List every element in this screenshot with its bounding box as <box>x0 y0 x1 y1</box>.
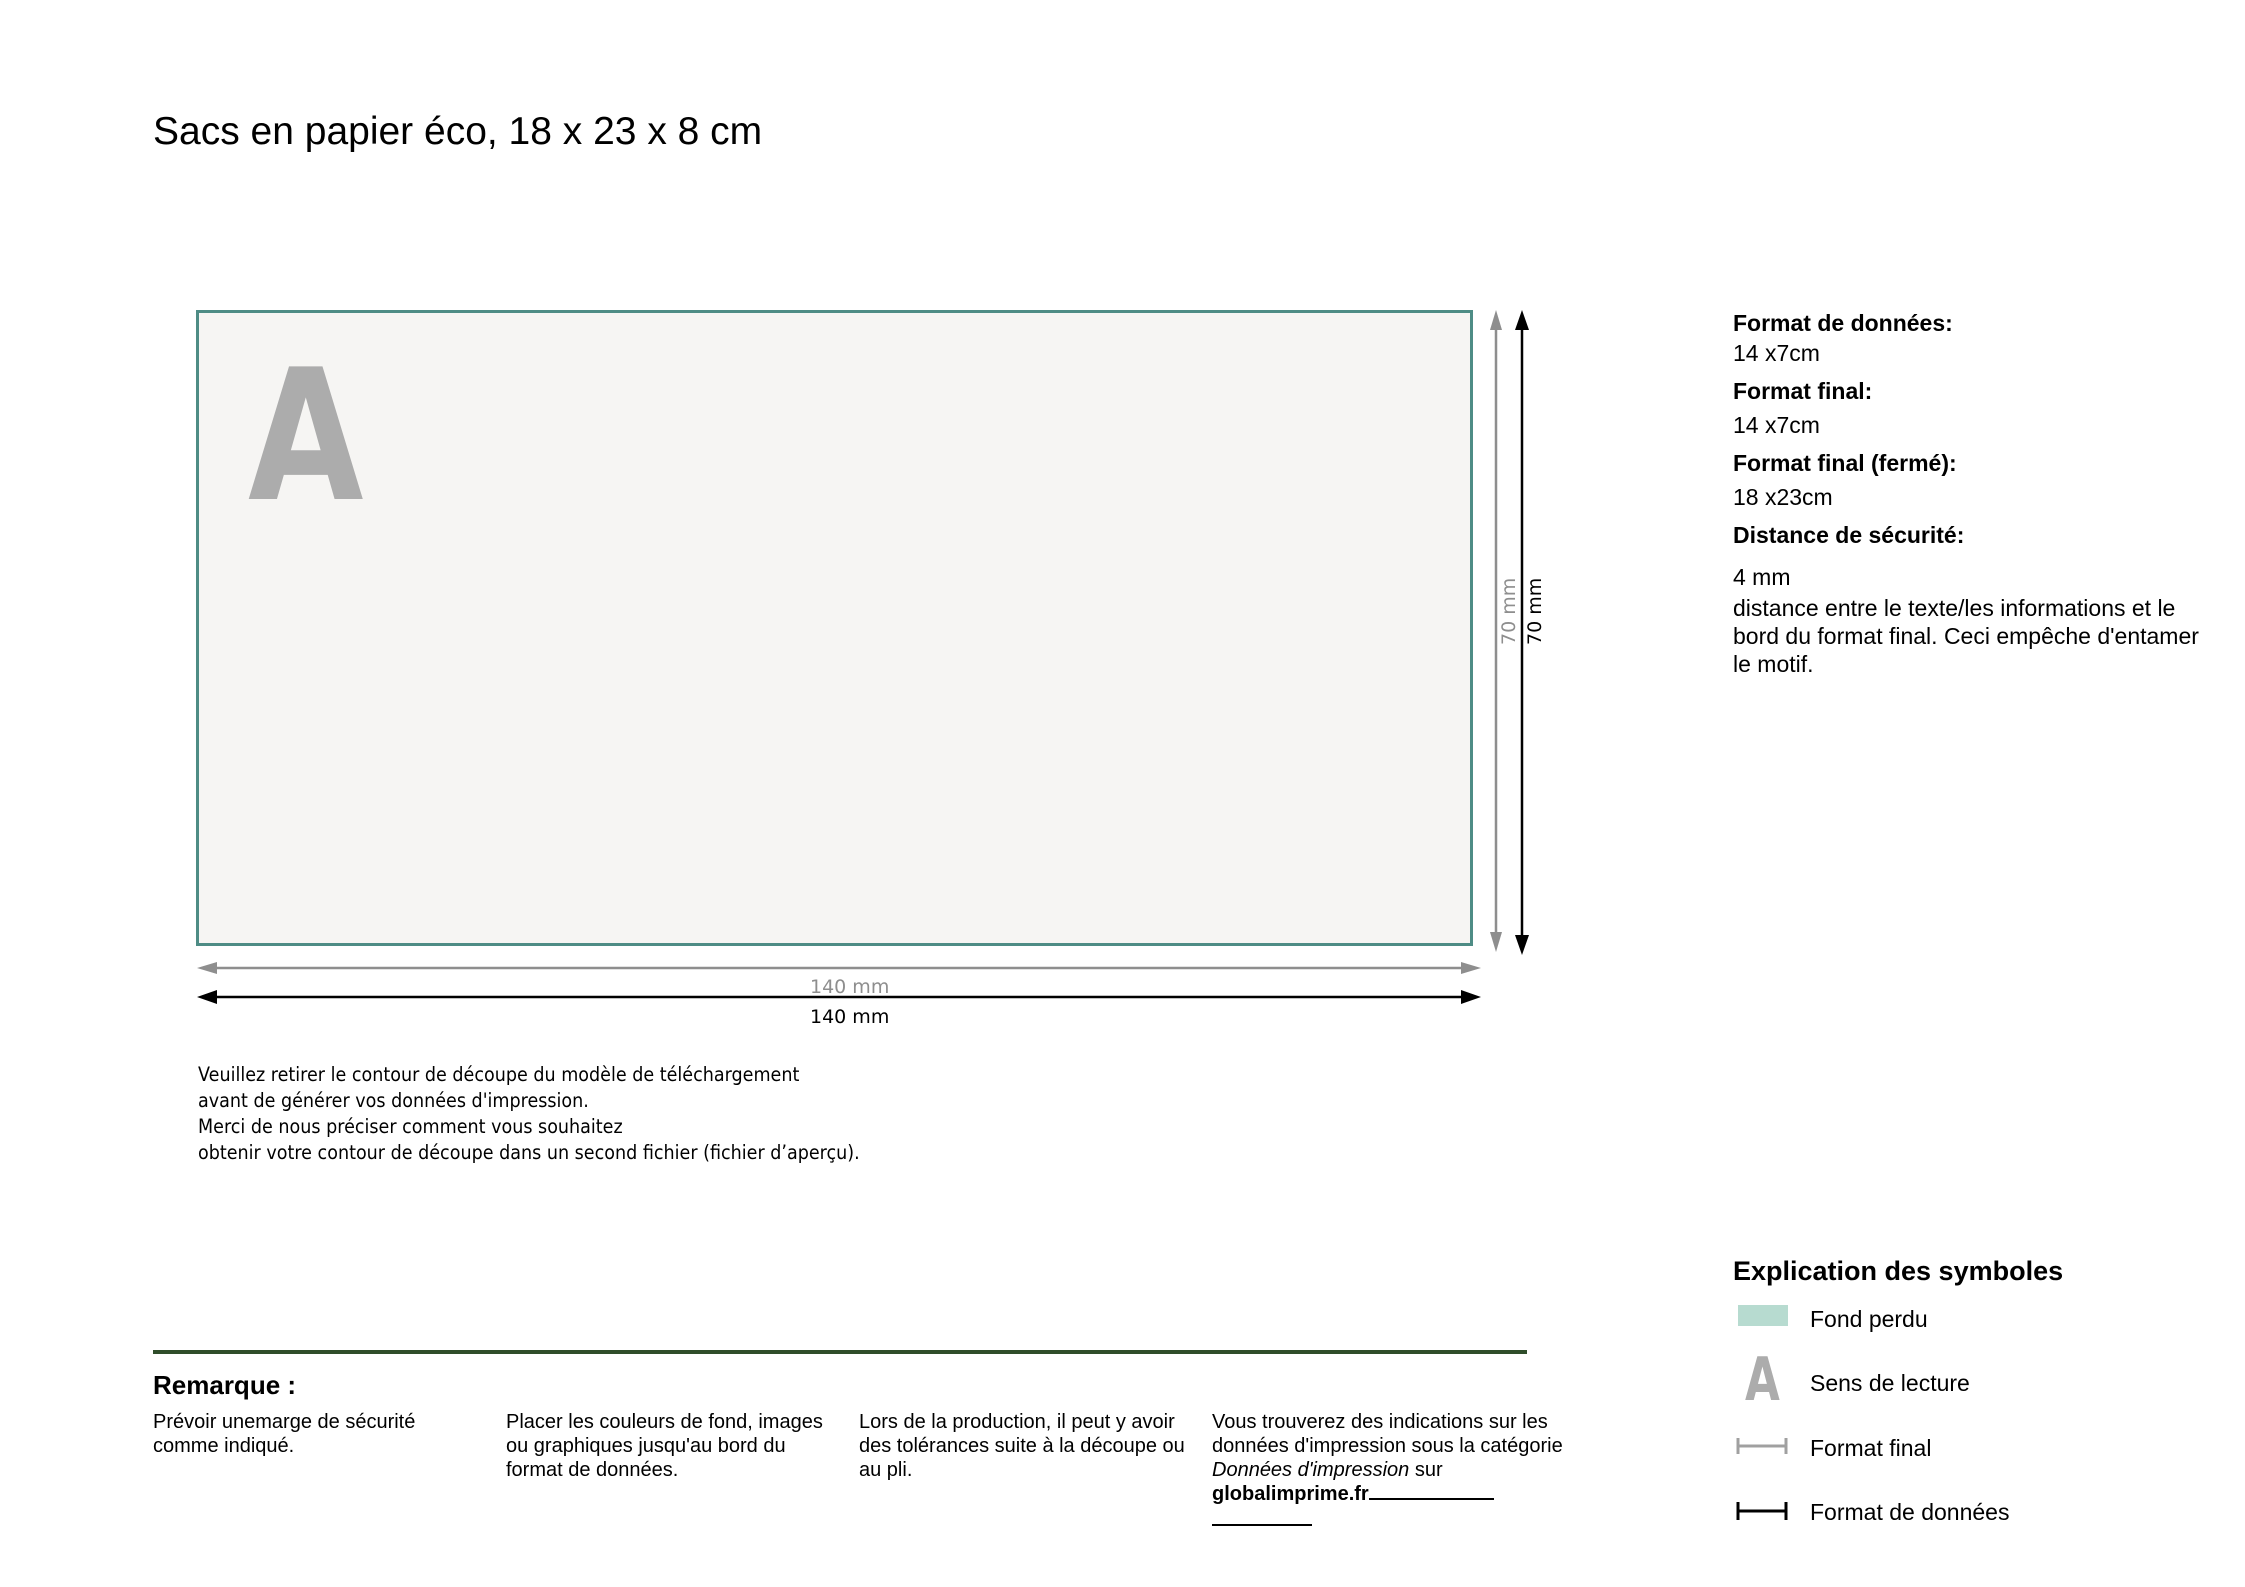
underline-blank <box>1212 1524 1312 1526</box>
width-final-arrowhead-right <box>1461 962 1481 974</box>
cut-contour-note <box>198 1062 860 1166</box>
page-title: Sacs en papier éco, 18 x 23 x 8 cm <box>153 110 763 153</box>
legend-label-final: Format final <box>1810 1435 1932 1461</box>
legend-label-bleed: Fond perdu <box>1810 1306 1928 1332</box>
remark-title: Remarque : <box>153 1370 297 1400</box>
final-format-bar-icon <box>1736 1436 1790 1456</box>
reading-direction-icon: A <box>1745 1345 1780 1415</box>
height-final-label: 70 mm <box>1498 577 1520 645</box>
height-final-arrowhead-bottom <box>1490 932 1502 952</box>
format-specs <box>1733 308 2203 678</box>
safety-distance-description: distance entre le texte/les informations et le bord du format final. Ceci empêche d'entamer le motif. <box>1733 595 2199 677</box>
reading-direction-icon: A <box>248 330 364 542</box>
data-format-bar-icon <box>1736 1500 1790 1522</box>
final-format-value: 14 x7cm <box>1733 412 1820 438</box>
height-data-arrowhead-top <box>1515 310 1529 330</box>
final-format-label: Format final: <box>1733 378 1873 404</box>
remark-column: Lors de la production, il peut y avoir des tolérances suite à la découpe ou au pli. <box>859 1411 1185 1481</box>
safety-distance-label: Distance de sécurité: <box>1733 522 1965 548</box>
width-final-arrowhead-left <box>197 962 217 974</box>
underline-blank <box>1369 1498 1494 1500</box>
legend-label-reading: Sens de lecture <box>1810 1370 1970 1396</box>
remark-column: Placer les couleurs de fond, images ou graphiques jusqu'au bord du format de données. <box>506 1411 823 1481</box>
remark-category: Données d'impression <box>1212 1459 1410 1481</box>
height-data-arrowhead-bottom <box>1515 935 1529 955</box>
height-final-arrowhead-top <box>1490 310 1502 330</box>
width-data-label: 140 mm <box>810 1006 890 1028</box>
safety-distance-value: 4 mm <box>1733 564 1791 590</box>
remark-text-after: sur <box>1409 1459 1443 1481</box>
data-format-value: 14 x7cm <box>1733 340 1820 366</box>
note-line: avant de générer vos données d'impression. <box>198 1089 589 1112</box>
final-closed-label: Format final (fermé): <box>1733 450 1957 476</box>
data-format-label: Format de données: <box>1733 310 1953 336</box>
remark-text: Vous trouverez des indications sur les données d'impression sous la catégorie <box>1212 1411 1563 1457</box>
remark-divider <box>153 1350 1527 1354</box>
note-line: obtenir votre contour de découpe dans un second fichier (fichier d’aperçu). <box>198 1141 860 1164</box>
width-final-label: 140 mm <box>810 976 890 998</box>
width-data-arrowhead-right <box>1461 990 1481 1004</box>
note-line: Merci de nous préciser comment vous souhaitez <box>198 1115 623 1138</box>
width-data-arrowhead-left <box>197 990 217 1004</box>
remark-column: Prévoir unemarge de sécurité comme indiqué. <box>153 1411 416 1457</box>
final-closed-value: 18 x23cm <box>1733 484 1833 510</box>
legend-title: Explication des symboles <box>1733 1256 2064 1286</box>
note-line: Veuillez retirer le contour de découpe du modèle de téléchargement <box>198 1063 800 1086</box>
remark-column <box>1212 1410 1582 1532</box>
height-data-label: 70 mm <box>1524 577 1546 645</box>
legend-label-data: Format de données <box>1810 1499 2010 1525</box>
website-link[interactable]: globalimprime.fr <box>1212 1483 1369 1505</box>
bleed-swatch-icon <box>1738 1305 1788 1326</box>
